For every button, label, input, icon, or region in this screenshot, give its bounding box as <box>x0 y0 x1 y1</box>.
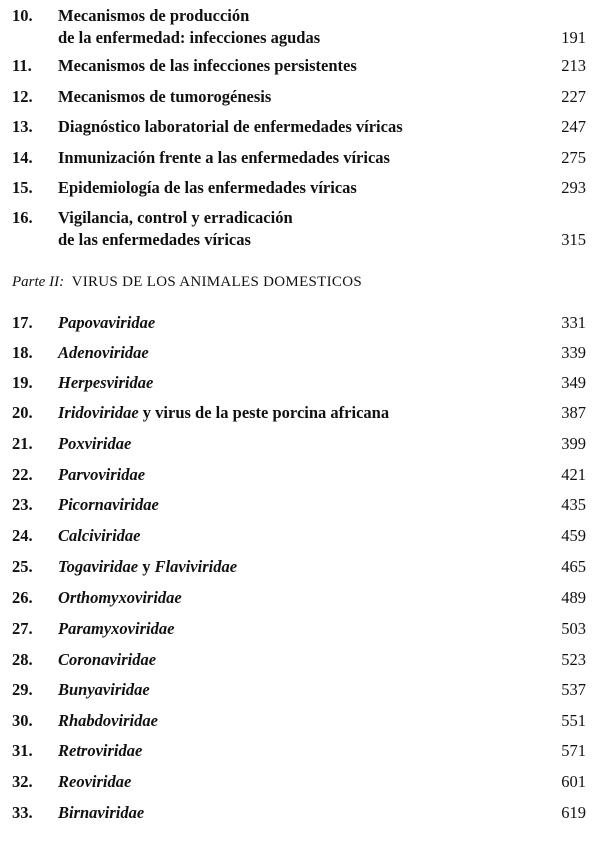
entry-page-number: 503 <box>561 619 586 638</box>
entry-number: 17. <box>12 313 33 332</box>
entry-title <box>58 402 389 424</box>
entry-title <box>58 464 145 486</box>
entry-title <box>58 494 159 516</box>
family-name: Retroviridae <box>58 741 143 760</box>
entry-page-number: 551 <box>561 711 586 730</box>
entry-page-number: 275 <box>561 148 586 167</box>
part-label: Parte II: <box>12 274 65 290</box>
entry-number: 32. <box>12 772 33 791</box>
entry-page-number: 293 <box>561 178 586 197</box>
family-name: Bunyaviridae <box>58 680 150 699</box>
family-name: Coronaviridae <box>58 650 157 669</box>
entry-title <box>58 740 142 762</box>
entry-number: 21. <box>12 434 33 453</box>
entry-number: 11. <box>12 56 32 75</box>
entry-page-number: 315 <box>561 230 586 249</box>
family-name: Picornaviridae <box>58 495 159 514</box>
entry-title <box>58 587 182 609</box>
entry-page-number: 227 <box>561 87 586 106</box>
entry-title <box>58 5 320 49</box>
entry-title-line: Vigilancia, control y erradicación <box>58 208 293 227</box>
entry-page-number: 399 <box>561 434 586 453</box>
entry-page-number: 465 <box>561 557 586 576</box>
entry-number: 31. <box>12 741 33 760</box>
entry-title <box>58 802 144 824</box>
entry-number: 14. <box>12 148 33 167</box>
entry-title <box>58 525 140 547</box>
family-name: Orthomyxoviridae <box>58 588 182 607</box>
entry-title: Inmunización frente a las enfermedades víricas <box>58 148 390 167</box>
family-name: Togaviridae <box>58 557 139 576</box>
entry-number: 22. <box>12 465 33 484</box>
entry-page-number: 331 <box>561 313 586 332</box>
entry-number: 28. <box>12 650 33 669</box>
entry-title <box>58 372 153 394</box>
entry-number: 25. <box>12 557 33 576</box>
entry-number: 10. <box>12 6 33 25</box>
entry-page-number: 571 <box>561 741 586 760</box>
entry-title-rest: y virus de la peste porcina africana <box>138 403 390 422</box>
entry-number: 19. <box>12 373 33 392</box>
family-name: Herpesviridae <box>58 373 154 392</box>
entry-page-number: 619 <box>561 803 586 822</box>
entry-title <box>58 618 174 640</box>
part-title: VIRUS DE LOS ANIMALES DOMESTICOS <box>71 274 363 290</box>
entry-page-number: 247 <box>561 117 586 136</box>
entry-number: 24. <box>12 526 33 545</box>
entry-title-line: de la enfermedad: infecciones agudas <box>58 28 321 47</box>
entry-title <box>58 556 237 578</box>
entry-page-number: 523 <box>561 650 586 669</box>
entry-title: Diagnóstico laboratorial de enfermedades víricas <box>58 117 403 136</box>
entry-page-number: 537 <box>561 680 586 699</box>
entry-number: 20. <box>12 403 33 422</box>
entry-number: 15. <box>12 178 33 197</box>
family-name: Reoviridae <box>58 772 132 791</box>
entry-page-number: 421 <box>561 465 586 484</box>
part-heading <box>12 271 362 293</box>
entry-number: 18. <box>12 343 33 362</box>
entry-title <box>58 207 293 251</box>
entry-page-number: 387 <box>561 403 586 422</box>
family-name: Flaviviridae <box>154 557 238 576</box>
entry-page-number: 601 <box>561 772 586 791</box>
family-name: Adenoviridae <box>58 343 149 362</box>
family-name: Birnaviridae <box>58 803 145 822</box>
entry-title <box>58 342 149 364</box>
entry-page-number: 489 <box>561 588 586 607</box>
entry-number: 13. <box>12 117 33 136</box>
entry-page-number: 435 <box>561 495 586 514</box>
entry-title <box>58 771 131 793</box>
entry-title <box>58 710 158 732</box>
family-name: Rhabdoviridae <box>58 711 158 730</box>
entry-title-line: Mecanismos de producción <box>58 6 250 25</box>
entry-title-line: de las enfermedades víricas <box>58 230 251 249</box>
entry-title <box>58 679 150 701</box>
entry-title: Mecanismos de tumorogénesis <box>58 87 272 106</box>
entry-page-number: 191 <box>561 28 586 47</box>
entry-number: 23. <box>12 495 33 514</box>
entry-title <box>58 312 155 334</box>
entry-title <box>58 433 131 455</box>
entry-page-number: 339 <box>561 343 586 362</box>
family-name: Calciviridae <box>58 526 141 545</box>
family-name: Paramyxoviridae <box>58 619 175 638</box>
entry-page-number: 213 <box>561 56 586 75</box>
family-name: Parvoviridae <box>58 465 146 484</box>
entry-title <box>58 649 156 671</box>
entry-number: 26. <box>12 588 33 607</box>
entry-page-number: 459 <box>561 526 586 545</box>
entry-title-conjunction: y <box>138 557 155 576</box>
entry-number: 16. <box>12 208 33 227</box>
entry-number: 27. <box>12 619 33 638</box>
entry-number: 30. <box>12 711 33 730</box>
entry-number: 12. <box>12 87 33 106</box>
family-name: Iridoviridae <box>58 403 139 422</box>
entry-title: Epidemiología de las enfermedades víricas <box>58 178 357 197</box>
family-name: Papovaviridae <box>58 313 156 332</box>
entry-page-number: 349 <box>561 373 586 392</box>
entry-number: 29. <box>12 680 33 699</box>
entry-number: 33. <box>12 803 33 822</box>
entry-title: Mecanismos de las infecciones persistentes <box>58 56 357 75</box>
family-name: Poxviridae <box>58 434 132 453</box>
